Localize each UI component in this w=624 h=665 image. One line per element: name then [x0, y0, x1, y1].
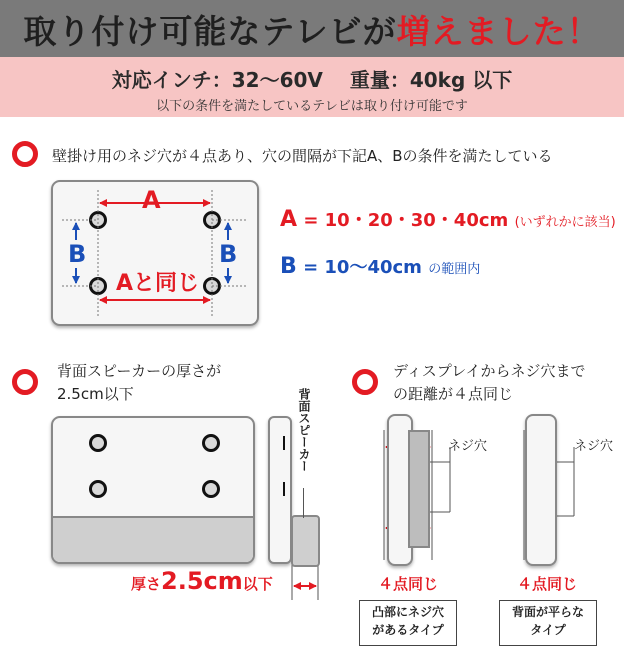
b-note: の範囲内 — [428, 262, 481, 277]
spec-subtitle: 以下の条件を満たしているテレビは取り付け可能です — [156, 99, 468, 114]
speaker-bump — [291, 515, 320, 567]
dim-label-b-right: B — [219, 240, 238, 268]
screw-mark-icon — [283, 436, 295, 450]
screw-hole-icon — [89, 434, 107, 452]
title-black: 取り付け可能なテレビが — [23, 12, 397, 51]
a-condition — [280, 206, 616, 232]
b-prefix: B — [280, 254, 297, 279]
screw-label-right: ネジ穴 — [574, 439, 614, 454]
speaker-leader-line — [303, 488, 304, 518]
same-four-left: ４点同じ — [378, 575, 439, 593]
dim-label-a: A — [142, 186, 161, 214]
thickness-label — [131, 567, 273, 595]
thickness-value: 2.5cm — [161, 567, 243, 595]
cond2-text-line1: 背面スピーカーの厚さが — [57, 362, 222, 380]
same-four-right: ４点同じ — [517, 575, 578, 593]
a-prefix: A — [280, 207, 298, 232]
cond2-text-line2: 2.5cm以下 — [57, 385, 134, 403]
circle-icon — [352, 369, 378, 395]
tv-back-speaker-diagram — [51, 416, 255, 564]
title-red: 増えました！ — [396, 12, 601, 51]
cond3-text-line2: の距離が４点同じ — [393, 385, 514, 403]
thickness-prefix: 厚さ — [131, 575, 162, 593]
dim-label-b-left: B — [68, 240, 87, 268]
screw-mark-icon — [283, 482, 295, 496]
circle-icon — [12, 369, 38, 395]
b-condition — [280, 253, 480, 279]
dim-label-a-same: Aと同じ — [116, 271, 200, 296]
rear-speaker-area — [53, 516, 253, 564]
b-values: = 10〜40cm — [303, 257, 422, 278]
cond1-text: 壁掛け用のネジ穴が４点あり、穴の間隔が下記A、Bの条件を満たしている — [52, 147, 553, 165]
screw-hole-icon — [202, 480, 220, 498]
display-side-right — [525, 414, 557, 566]
cond3-text-line1: ディスプレイからネジ穴まで — [393, 362, 586, 380]
speaker-label: 背面スピーカー — [297, 388, 311, 472]
type-box-protrusion — [359, 600, 457, 646]
type-left-line1: 凸部にネジ穴 — [371, 605, 444, 619]
thickness-suffix: 以下 — [242, 575, 273, 593]
a-note: (いずれかに該当) — [514, 215, 616, 230]
spec-line: 対応インチ：32〜60V 重量：40kg 以下 — [111, 68, 513, 92]
type-box-flat — [499, 600, 597, 646]
type-right-line2: タイプ — [530, 623, 566, 637]
a-values: = 10・20・30・40cm — [303, 210, 509, 231]
screw-hole-icon — [202, 434, 220, 452]
screw-label-left: ネジ穴 — [448, 439, 488, 454]
mount-bump-left — [408, 430, 430, 548]
screw-hole-icon — [89, 480, 107, 498]
type-left-line2: があるタイプ — [372, 623, 444, 637]
type-right-line1: 背面が平らな — [511, 605, 584, 619]
